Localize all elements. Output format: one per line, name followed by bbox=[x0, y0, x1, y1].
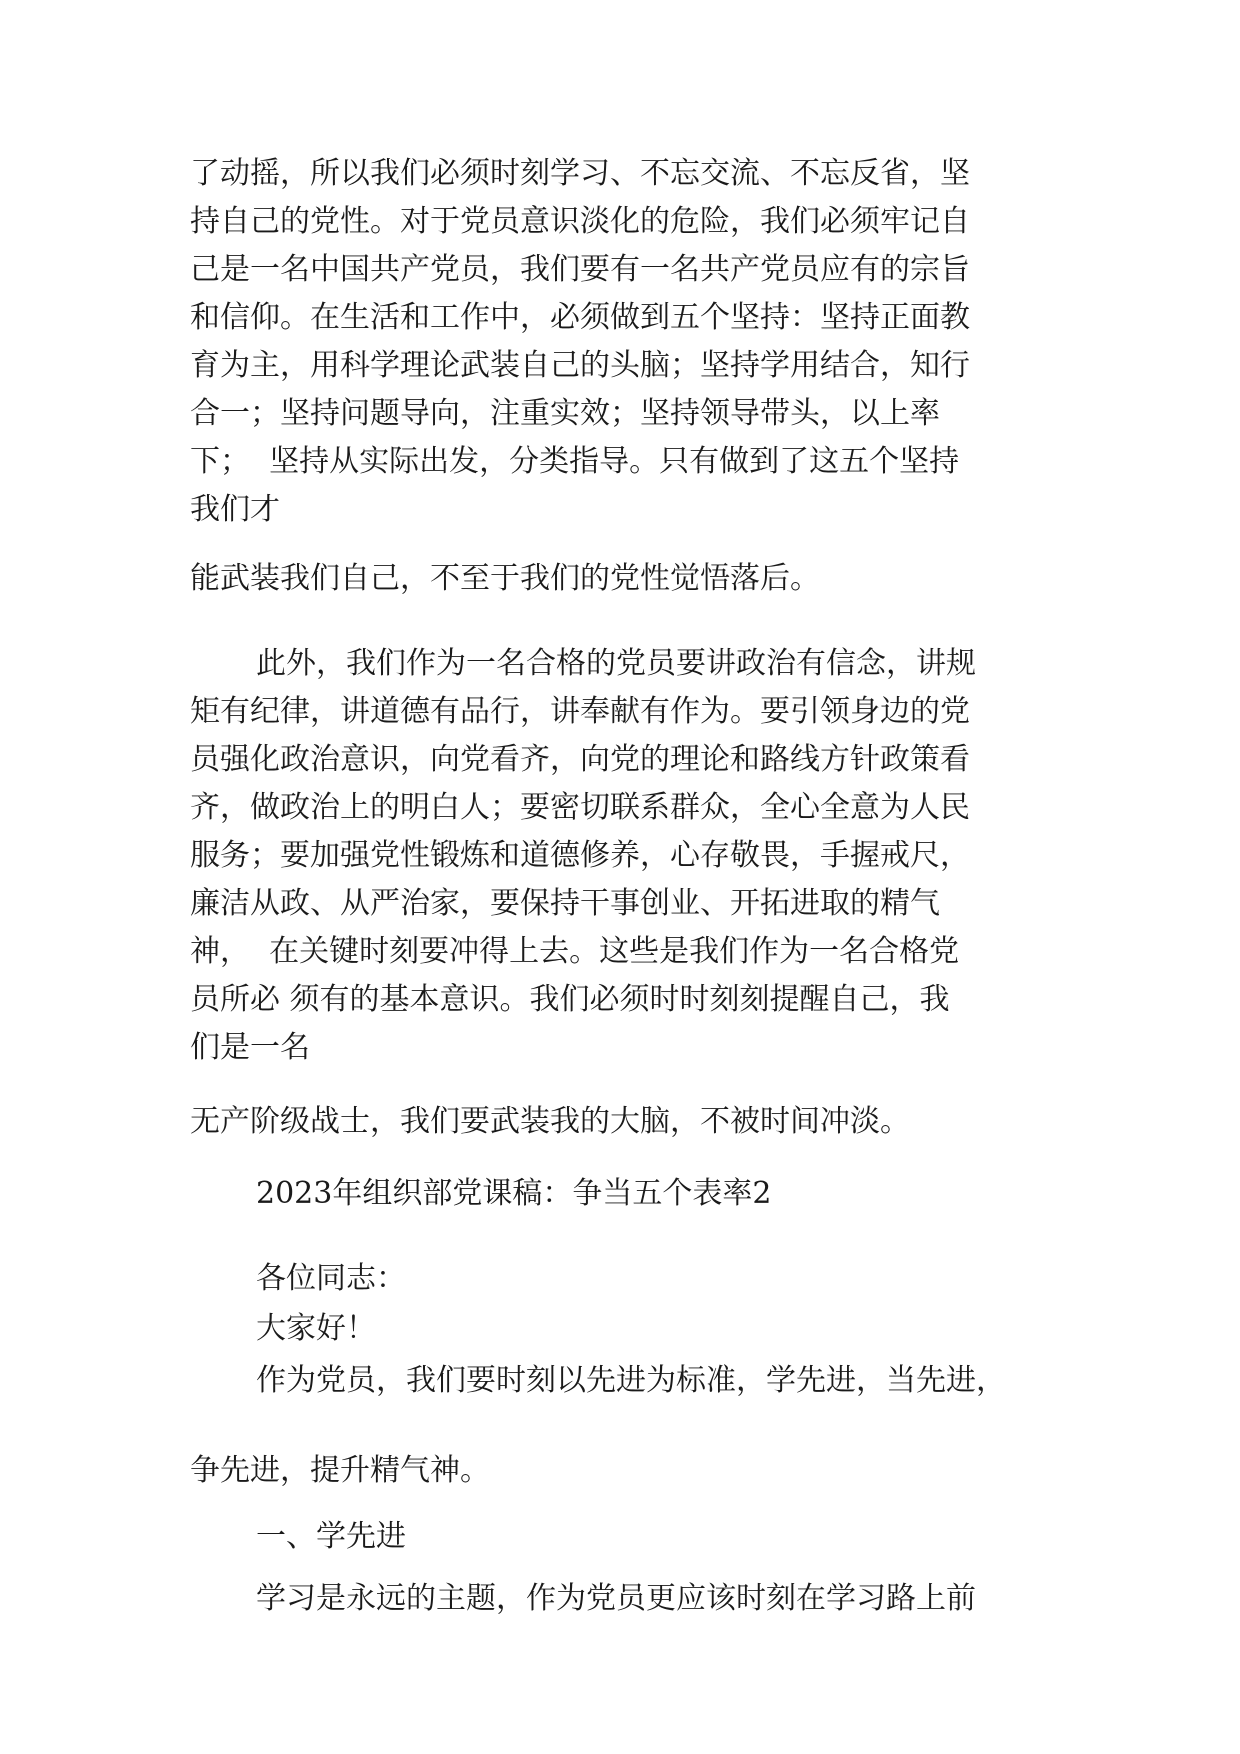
text-line: 矩有纪律，讲道德有品行，讲奉献有作为。要引领身边的党 bbox=[190, 694, 970, 729]
text-line: 育为主，用科学理论武装自己的头脑；坚持学用结合，知行 bbox=[190, 348, 970, 383]
text-line: 廉洁从政、从严治家，要保持干事创业、开拓进取的精气 bbox=[190, 886, 940, 921]
text-line: 员所必 须有的基本意识。我们必须时时刻刻提醒自己，我 bbox=[190, 982, 950, 1017]
paragraph-continuation: 无产阶级战士，我们要武装我的大脑，不被时间冲淡。 bbox=[190, 1104, 910, 1139]
text-line: 齐，做政治上的明白人；要密切联系群众，全心全意为人民 bbox=[190, 790, 970, 825]
paragraph-party-spirit bbox=[190, 150, 1070, 534]
paragraph-continuation: 能武装我们自己，不至于我们的党性觉悟落后。 bbox=[190, 561, 820, 596]
text-line: 合一；坚持问题导向，注重实效；坚持领导带头，以上率 bbox=[190, 396, 940, 431]
paragraph-continuation: 争先进，提升精气神。 bbox=[190, 1453, 490, 1488]
text-line: 下； 坚持从实际出发，分类指导。只有做到了这五个坚持 bbox=[190, 444, 960, 479]
text-line: 了动摇，所以我们必须时刻学习、不忘交流、不忘反省，坚 bbox=[190, 156, 970, 191]
text-line: 们是一名 bbox=[190, 1030, 310, 1065]
text-line: 此外，我们作为一名合格的党员要讲政治有信念，讲规 bbox=[256, 646, 976, 681]
paragraph-study: 学习是永远的主题，作为党员更应该时刻在学习路上前 bbox=[256, 1581, 976, 1616]
salutation: 各位同志： bbox=[256, 1261, 406, 1296]
text-line: 持自己的党性。对于党员意识淡化的危险，我们必须牢记自 bbox=[190, 204, 970, 239]
section-heading: 一、学先进 bbox=[256, 1519, 406, 1554]
text-line: 和信仰。在生活和工作中，必须做到五个坚持：坚持正面教 bbox=[190, 300, 970, 335]
paragraph-opening: 作为党员，我们要时刻以先进为标准，学先进，当先进， bbox=[256, 1363, 1006, 1398]
text-line: 我们才 bbox=[190, 492, 280, 527]
text-line: 己是一名中国共产党员，我们要有一名共产党员应有的宗旨 bbox=[190, 252, 970, 287]
document-heading: 2023年组织部党课稿：争当五个表率2 bbox=[256, 1176, 772, 1211]
greeting: 大家好！ bbox=[256, 1311, 376, 1346]
text-line: 服务；要加强党性锻炼和道德修养，心存敬畏，手握戒尺， bbox=[190, 838, 970, 873]
text-line: 神， 在关键时刻要冲得上去。这些是我们作为一名合格党 bbox=[190, 934, 960, 969]
text-line: 员强化政治意识，向党看齐，向党的理论和路线方针政策看 bbox=[190, 742, 970, 777]
paragraph-qualified-member bbox=[190, 640, 1070, 1072]
